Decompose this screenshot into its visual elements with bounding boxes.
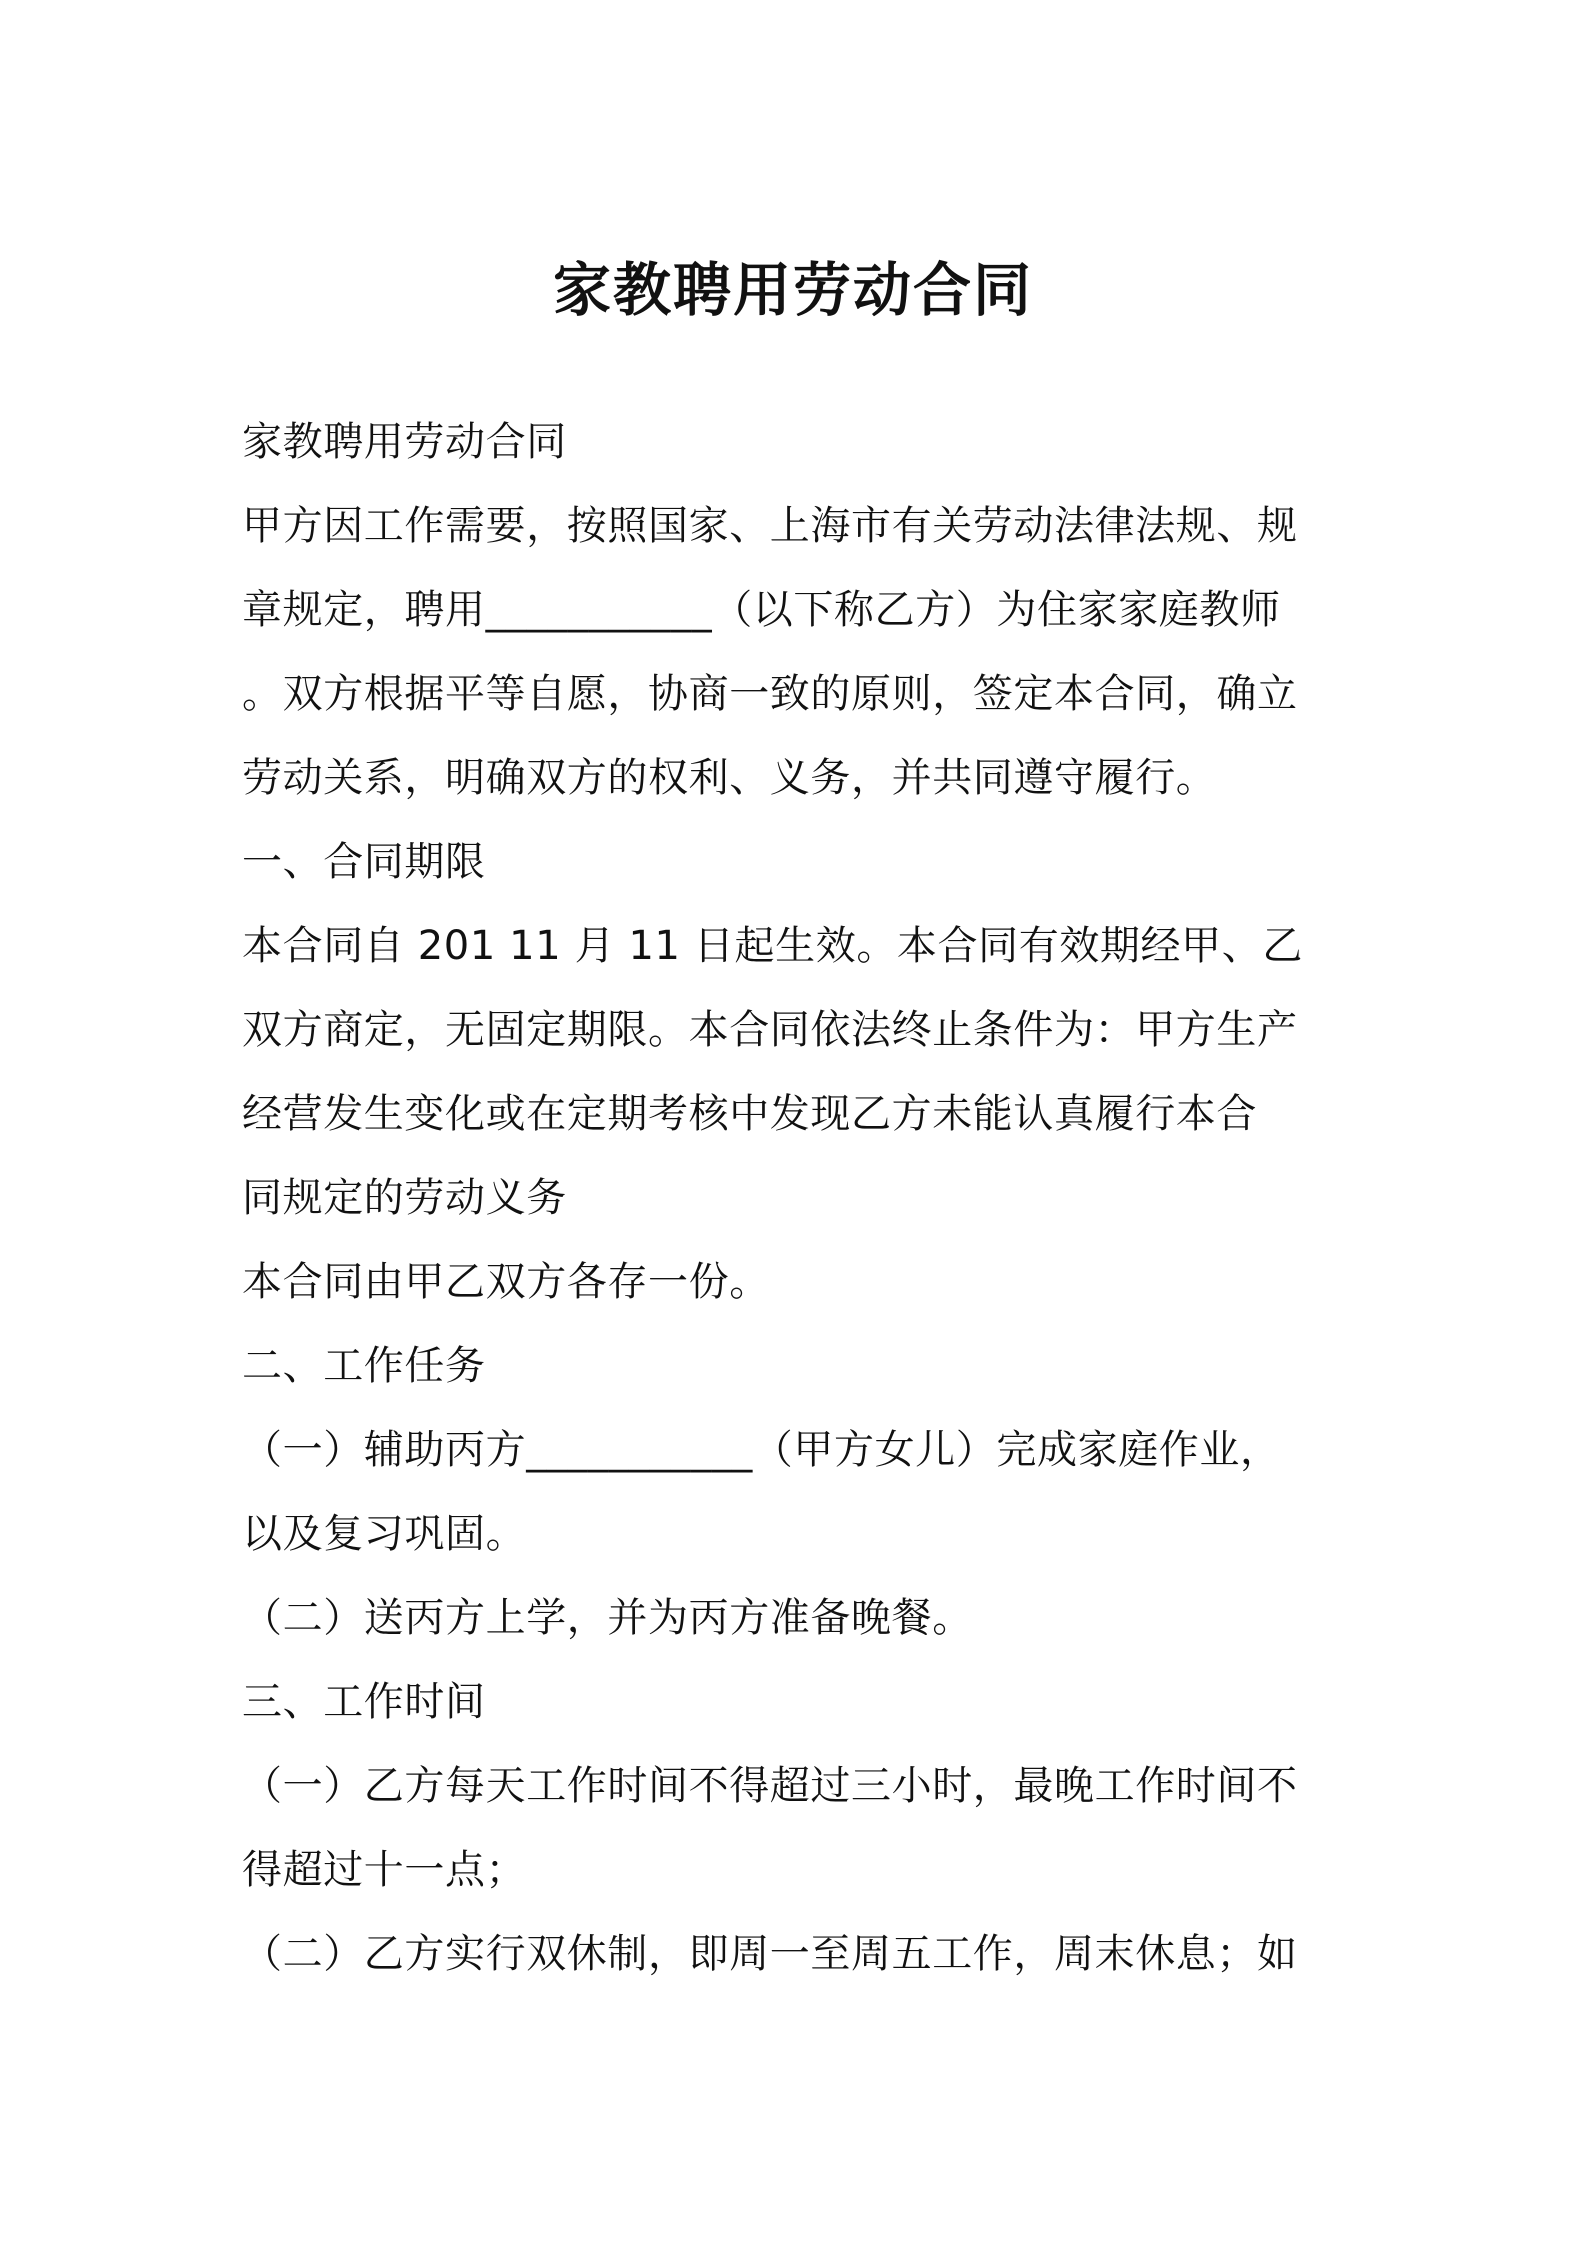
doc-line-term-4: 同规定的劳动义务 (242, 1175, 567, 1221)
doc-line-hours-2: （二）乙方实行双休制，即周一至周五工作，周末休息；如 (242, 1931, 1298, 1977)
doc-line-hours-1b: 得超过十一点； (242, 1847, 527, 1893)
section-heading-term: 一、合同期限 (242, 839, 486, 885)
document-title: 家教聘用劳动合同 (552, 256, 1033, 324)
section-heading-tasks: 二、工作任务 (242, 1343, 486, 1389)
doc-line-term-1: 本合同自 201 11 月 11 日起生效。本合同有效期经甲、乙 (242, 923, 1303, 969)
doc-line-task-1b: 以及复习巩固。 (242, 1511, 527, 1557)
doc-line-task-1: （一）辅助丙方___________（甲方女儿）完成家庭作业， (242, 1427, 1281, 1473)
doc-line-hours-1: （一）乙方每天工作时间不得超过三小时，最晚工作时间不 (242, 1763, 1298, 1809)
doc-line-term-2: 双方商定，无固定期限。本合同依法终止条件为：甲方生产 (242, 1007, 1298, 1053)
doc-line-term-3: 经营发生变化或在定期考核中发现乙方未能认真履行本合 (242, 1091, 1257, 1137)
doc-line-intro-4: 劳动关系，明确双方的权利、义务，并共同遵守履行。 (242, 755, 1217, 801)
doc-line-intro-1: 甲方因工作需要，按照国家、上海市有关劳动法律法规、规 (242, 503, 1298, 549)
doc-line-intro-3: 。双方根据平等自愿，协商一致的原则，签定本合同，确立 (242, 671, 1298, 717)
doc-line-task-2: （二）送丙方上学，并为丙方准备晚餐。 (242, 1595, 973, 1641)
document-body (242, 400, 1360, 1996)
doc-line-copies: 本合同由甲乙双方各存一份。 (242, 1259, 770, 1305)
doc-line-intro-2: 章规定，聘用___________（以下称乙方）为住家家庭教师 (242, 587, 1281, 633)
doc-line-subtitle: 家教聘用劳动合同 (242, 419, 567, 465)
section-heading-hours: 三、工作时间 (242, 1679, 486, 1725)
